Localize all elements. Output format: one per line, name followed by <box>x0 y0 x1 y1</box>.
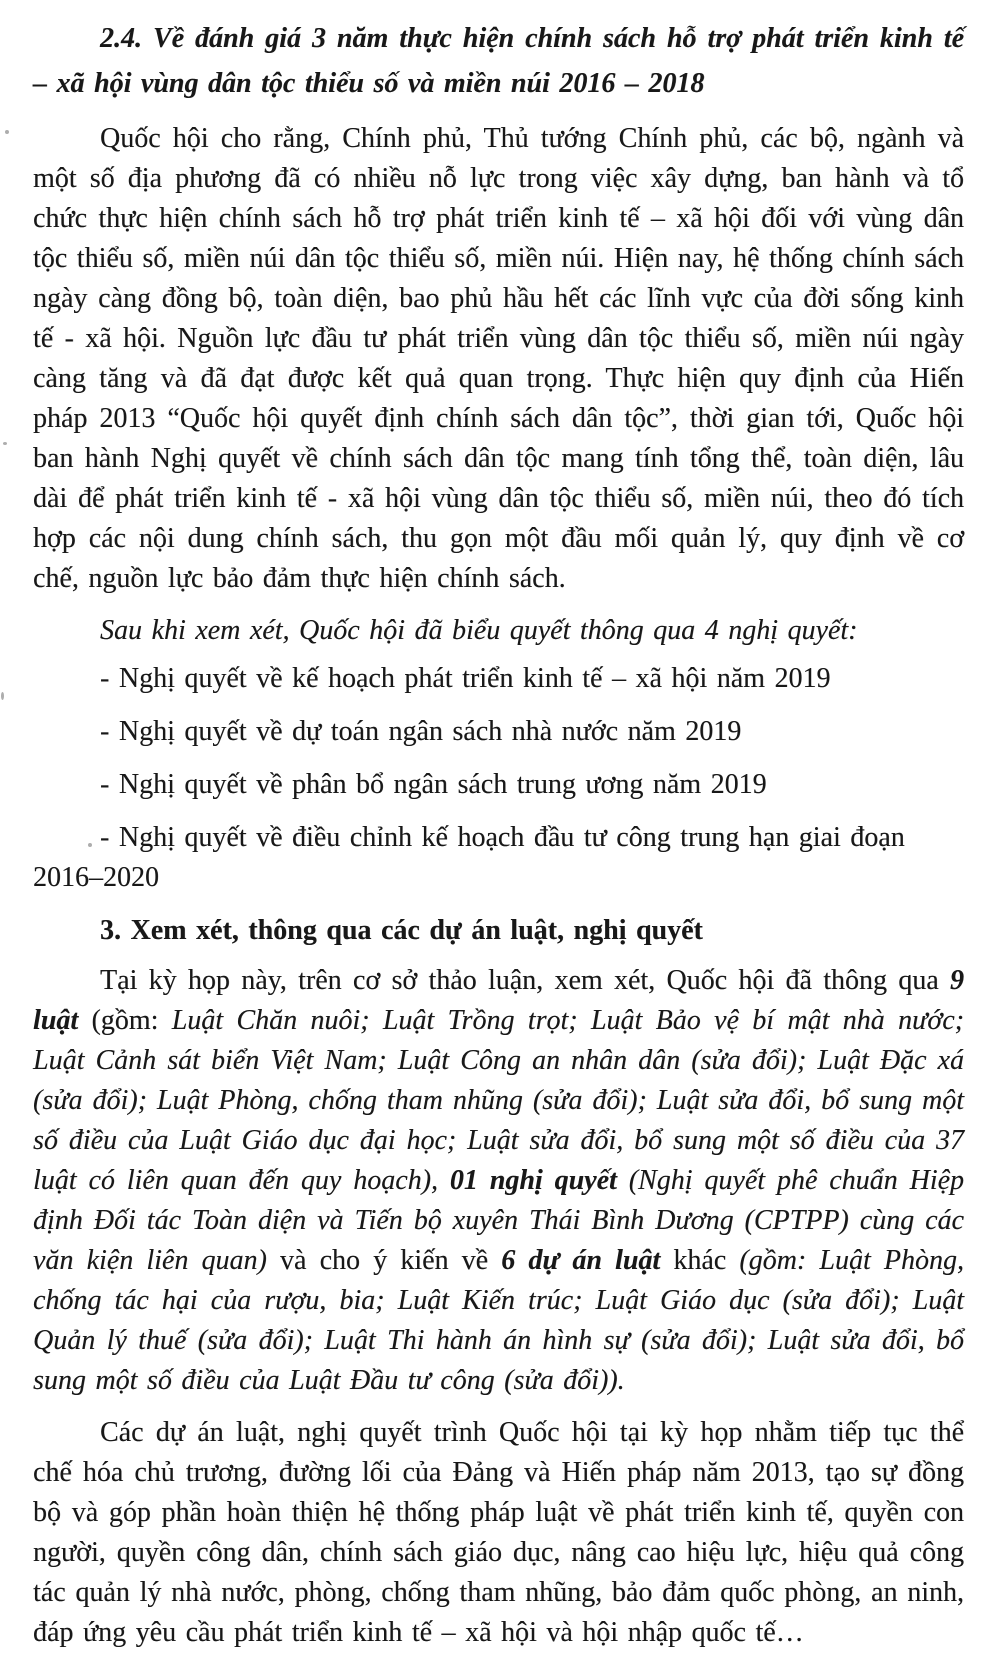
section-heading-2-4: 2.4. Về đánh giá 3 năm thực hiện chính sách hỗ trợ phát triển kinh tế – xã hội vùng dân tộc thiểu số và miền núi 2016 – 2018 <box>33 23 964 99</box>
text-run: Tại kỳ họp này, trên cơ sở thảo luận, xem xét, Quốc hội đã thông qua <box>100 965 950 996</box>
text-run: (Nghị quyết phê chuẩn Hiệp định Đối tác Toàn diện và Tiến bộ xuyên Thái Bình Dương (CPTPP) cùng các văn kiện liên quan) <box>33 1165 964 1276</box>
paragraph-assessment: Quốc hội cho rằng, Chính phủ, Thủ tướng Chính phủ, các bộ, ngành và một số địa phương đã có nhiều nỗ lực trong việc xây dựng, ban hành và tổ chức thực hiện chính sách hỗ trợ phát triển kinh tế – xã hội đối với vùng dân tộc thiểu số, miền núi dân tộc thiểu số, miền núi. Hiện nay, hệ thống chính sách ngày càng đồng bộ, toàn diện, bao phủ hầu hết các lĩnh vực của đời sống kinh tế - xã hội. Nguồn lực đầu tư phát triển vùng dân tộc thiểu số, miền núi ngày càng tăng và đã đạt được kết quả quan trọng. Thực hiện quy định của Hiến pháp 2013 “Quốc hội quyết định chính sách dân tộc”, thời gian tới, Quốc hội ban hành Nghị quyết về chính sách dân tộc mang tính tổng thể, toàn diện, lâu dài để phát triển kinh tế - xã hội vùng dân tộc thiểu số, miền núi, theo đó tích hợp các nội dung chính sách, thu gọn một đầu mối quản lý, quy định về cơ chế, nguồn lực bảo đảm thực hiện chính sách. <box>33 123 964 594</box>
text-run: 01 nghị quyết <box>449 1165 617 1196</box>
paragraph-laws <box>33 961 964 1401</box>
resolution-list-item: - Nghị quyết về phân bổ ngân sách trung ương năm 2019 <box>100 769 767 800</box>
scan-speck <box>3 442 7 445</box>
section-heading-3: 3. Xem xét, thông qua các dự án luật, nghị quyết <box>100 915 703 946</box>
scan-speck <box>88 843 92 847</box>
text-run: 9 luật <box>33 965 964 1036</box>
text-run: 6 dự án luật <box>501 1245 661 1276</box>
text-run: và cho ý kiến về <box>266 1245 502 1276</box>
resolution-list-item: - Nghị quyết về điều chỉnh kế hoạch đầu tư công trung hạn giai đoạn 2016–2020 <box>33 822 905 893</box>
text-run: (gồm: <box>78 1005 172 1036</box>
text-run: khác <box>660 1245 740 1276</box>
text-run: Luật Chăn nuôi; Luật Trồng trọt; Luật Bảo vệ bí mật nhà nước; Luật Cảnh sát biển Việt Nam; Luật Công an nhân dân (sửa đổi); Luật Đặc xá (sửa đổi); Luật Phòng, chống tham nhũng (sửa đổi); Luật sửa đổi, bổ sung một số điều của Luật Giáo dục đại học; Luật sửa đổi, bổ sung một số điều của 37 luật có liên quan đến quy hoạch), <box>33 1005 964 1196</box>
paragraph-resolutions-intro: Sau khi xem xét, Quốc hội đã biểu quyết thông qua 4 nghị quyết: <box>100 615 858 646</box>
resolution-list-item: - Nghị quyết về dự toán ngân sách nhà nước năm 2019 <box>100 716 742 747</box>
scan-speck <box>5 130 9 134</box>
paragraph-conclusion: Các dự án luật, nghị quyết trình Quốc hội tại kỳ họp nhằm tiếp tục thể chế hóa chủ trương, đường lối của Đảng và Hiến pháp năm 2013, tạo sự đồng bộ và góp phần hoàn thiện hệ thống pháp luật về phát triển kinh tế, quyền con người, quyền công dân, chính sách giáo dục, nâng cao hiệu lực, hiệu quả công tác quản lý nhà nước, phòng, chống tham nhũng, bảo đảm quốc phòng, an ninh, đáp ứng yêu cầu phát triển kinh tế – xã hội và hội nhập quốc tế… <box>33 1417 964 1648</box>
text-run: (gồm: Luật Phòng, chống tác hại của rượu, bia; Luật Kiến trúc; Luật Giáo dục (sửa đổi); Luật Quản lý thuế (sửa đổi); Luật Thi hành án hình sự (sửa đổi); Luật sửa đổi, bổ sung một số điều của Luật Đầu tư công (sửa đổi)). <box>33 1245 964 1396</box>
scan-speck <box>1 692 4 700</box>
resolution-list-item: - Nghị quyết về kế hoạch phát triển kinh tế – xã hội năm 2019 <box>100 663 831 694</box>
